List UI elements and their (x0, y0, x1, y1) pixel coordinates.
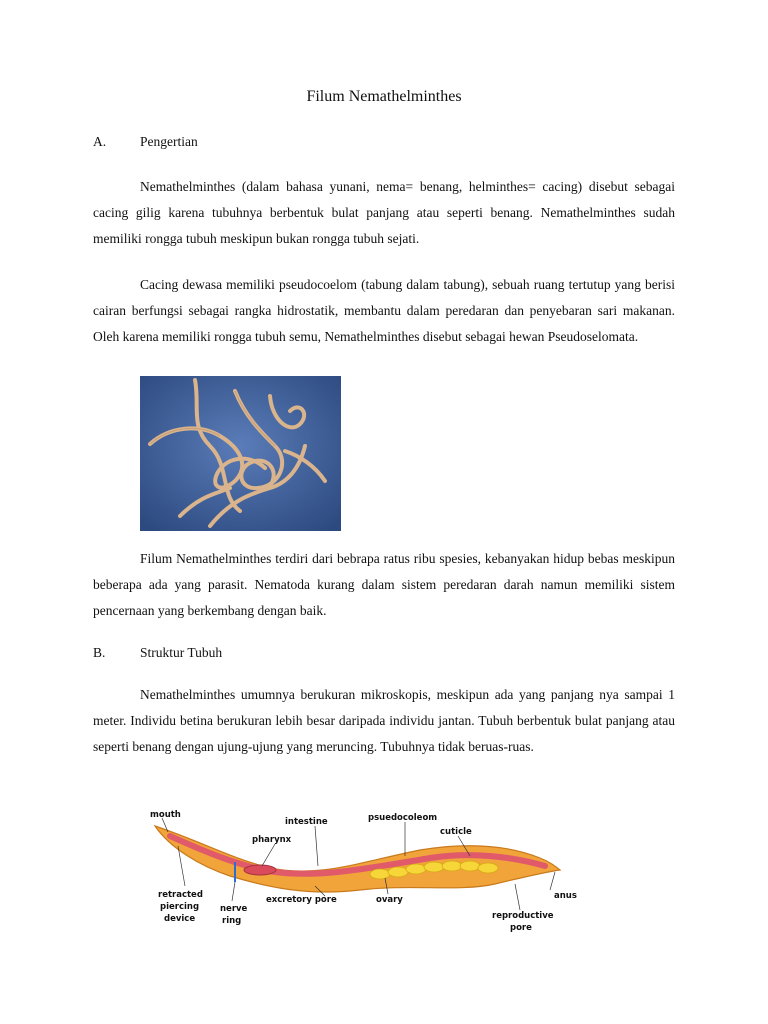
label-retracted-3: device (164, 914, 196, 924)
label-intestine: intestine (285, 817, 328, 827)
nematode-photo (140, 376, 341, 531)
paragraph-1: Nemathelminthes (dalam bahasa yunani, nema= benang, helminthes= cacing) disebut sebagai cacing gilig karena tubuhnya berbentuk bulat panjang atau seperti benang. Nemathelminthes sudah memiliki rongga tubuh meskipun bukan rongga tubuh sejati. (93, 179, 675, 246)
label-psuedocoleom: psuedocoleom (368, 813, 438, 823)
label-cuticle: cuticle (440, 827, 472, 837)
label-reproductive-1: reproductive (492, 911, 554, 921)
section-b-number: B. (93, 645, 106, 660)
label-anus: anus (554, 891, 577, 901)
label-pharynx: pharynx (252, 835, 292, 845)
label-retracted-2: piercing (160, 902, 200, 912)
section-a-label: Pengertian (140, 134, 198, 149)
paragraph-2: Cacing dewasa memiliki pseudocoelom (tabung dalam tabung), sebuah ruang tertutup yang berisi cairan berfungsi sebagai rangka hidrostatik, membantu dalam peredaran dan penyebaran sari makanan. Oleh karena memiliki rongga tubuh semu, Nemathelminthes disebut sebagai hewan Pseudoselomata. (93, 277, 675, 344)
label-nerve-2: ring (222, 916, 242, 926)
page-title: Filum Nemathelminthes (306, 88, 462, 105)
label-retracted-1: retracted (158, 890, 203, 900)
label-reproductive-2: pore (510, 923, 532, 933)
label-ovary: ovary (376, 895, 403, 905)
section-b-label: Struktur Tubuh (140, 645, 223, 660)
label-excretory-pore: excretory pore (266, 895, 337, 905)
nematode-anatomy-diagram (140, 806, 580, 936)
section-a-number: A. (93, 134, 107, 149)
section-b-heading (93, 645, 222, 661)
paragraph-4: Nemathelminthes umumnya berukuran mikroskopis, meskipun ada yang panjang nya sampai 1 meter. Individu betina berukuran lebih besar daripada individu jantan. Tubuh berbentuk bulat panjang atau seperti benang dengan ujung-ujung yang meruncing. Tubuhnya tidak beruas-ruas. (93, 687, 675, 754)
label-mouth: mouth (150, 810, 181, 820)
paragraph-3: Filum Nemathelminthes terdiri dari bebrapa ratus ribu spesies, kebanyakan hidup bebas meskipun beberapa ada yang parasit. Nematoda kurang dalam sistem peredaran darah namun memiliki sistem pencernaan yang berkembang dengan baik. (93, 551, 675, 618)
section-a-heading (93, 134, 198, 150)
worm-pharynx (244, 865, 276, 875)
label-nerve-1: nerve (220, 904, 248, 914)
